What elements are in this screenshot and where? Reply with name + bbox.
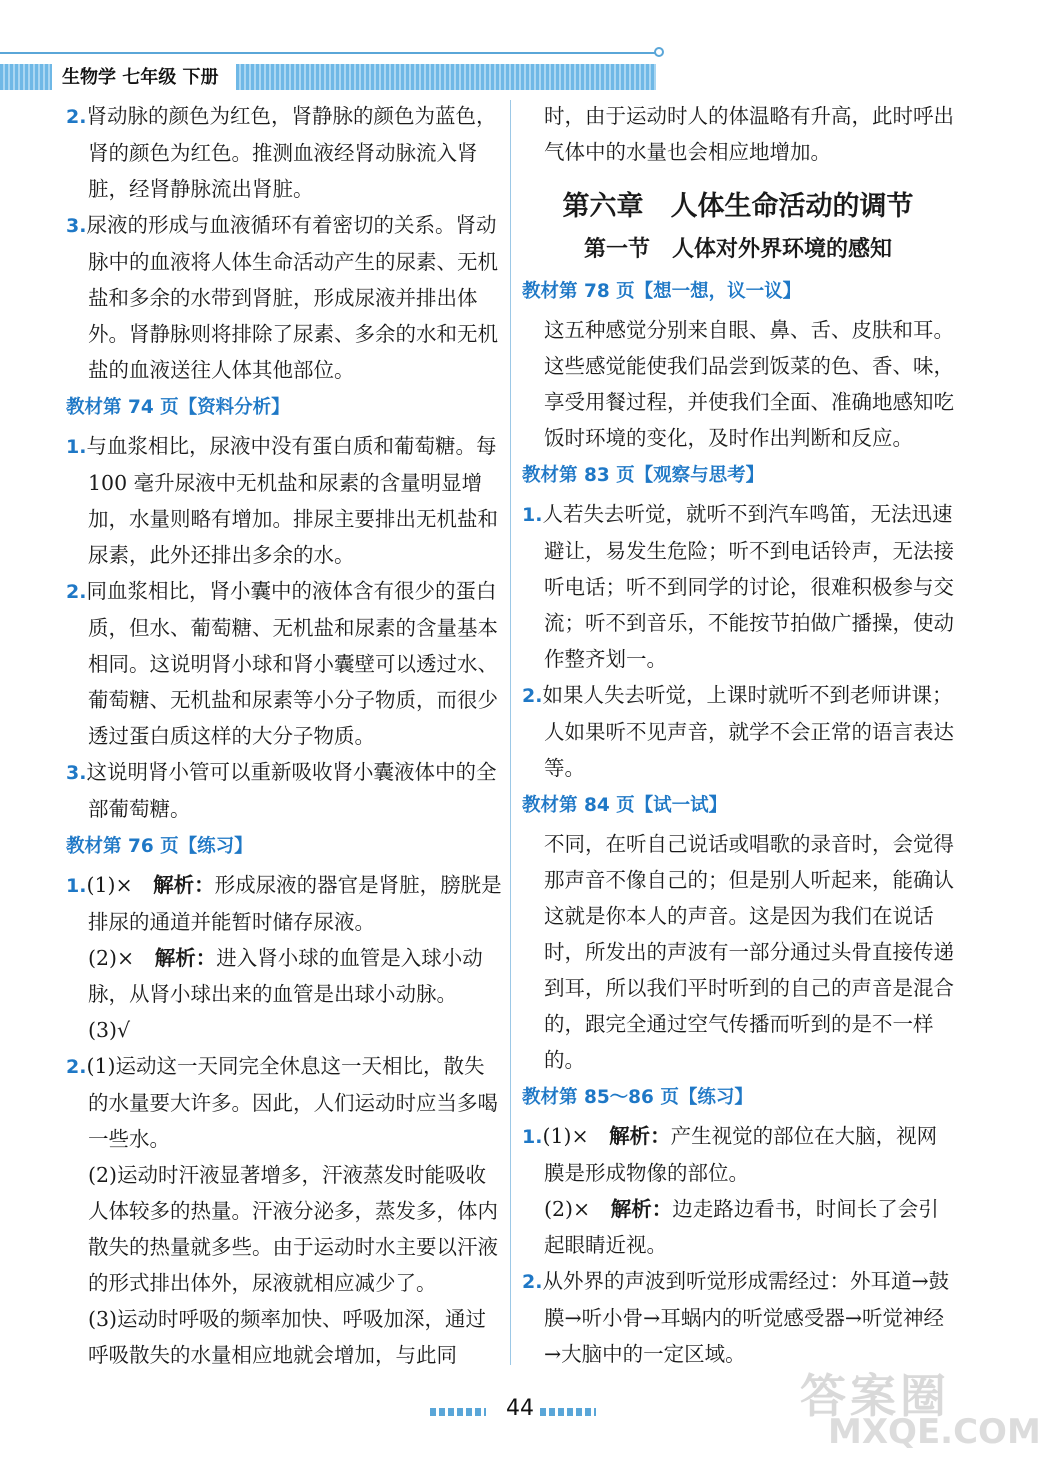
column-divider — [510, 100, 511, 1365]
answer-paragraph: 这五种感觉分别来自眼、鼻、舌、皮肤和耳。这些感觉能使我们品尝到饭菜的色、香、味，享受用餐过程，并使我们全面、准确地感知吃饭时环境的变化，及时作出判断和反应。 — [544, 318, 954, 450]
right-column — [522, 98, 954, 1372]
header-line — [0, 52, 660, 54]
answer-item: 3.这说明肾小管可以重新吸收肾小囊液体中的全部葡萄糖。 — [66, 760, 497, 821]
answer-item: 3.尿液的形成与血液循环有着密切的关系。肾动脉中的血液将人体生命活动产生的尿素、无机盐和多余的水带到肾脏，形成尿液并排出体外。肾静脉则将排除了尿素、多余的水和无机盐的血液送往人体其他部位。 — [66, 213, 498, 382]
answer-paragraph: 不同，在听自己说话或唱歌的录音时，会觉得那声音不像自己的；但是别人听起来，能确认这就是你本人的声音。这是因为我们在说话时，所发出的声波有一部分通过头骨直接传递到耳，所以我们平时听到的自己的声音是混合的，跟完全通过空气传播而听到的是不一样的。 — [544, 832, 954, 1072]
answer-item: 1.与血浆相比，尿液中没有蛋白质和葡萄糖。每 100 毫升尿液中无机盐和尿素的含量明显增加，水量则略有增加。排尿主要排出无机盐和尿素，此外还排出多余的水。 — [66, 434, 498, 567]
answer-item: 1.(1)× 解析：形成尿液的器官是肾脏，膀胱是排尿的通道并能暂时储存尿液。 — [66, 873, 502, 934]
answer-subitem: (2)× 解析：进入肾小球的血管是入球小动脉，从肾小球出来的血管是出球小动脉。 — [88, 946, 483, 1006]
header-title: 生物学 七年级 下册 — [62, 67, 219, 88]
watermark-logo: 答案圈 — [800, 1369, 950, 1423]
continued-text: 时，由于运动时人的体温略有升高，此时呼出气体中的水量也会相应地增加。 — [544, 104, 954, 164]
answer-subitem: (3)运动时呼吸的频率加快、呼吸加深，通过呼吸散失的水量相应地就会增加，与此同 — [88, 1307, 487, 1367]
section-heading: 教材第 85～86 页【练习】 — [522, 1087, 753, 1108]
answer-item: 2.从外界的声波到听觉形成需经过：外耳道→鼓膜→听小骨→耳蜗内的听觉感受器→听觉神经→大脑中的一定区域。 — [522, 1269, 950, 1366]
answer-item: 2.同血浆相比，肾小囊中的液体含有很少的蛋白质，但水、葡萄糖、无机盐和尿素的含量基本相同。这说明肾小球和肾小囊壁可以透过水、葡萄糖、无机盐和尿素等小分子物质，而很少透过蛋白质这样的大分子物质。 — [66, 579, 498, 748]
answer-item: 1.人若失去听觉，就听不到汽车鸣笛，无法迅速避让，易发生危险；听不到电话铃声，无法接听电话；听不到同学的讨论，很难积极参与交流；听不到音乐，不能按节拍做广播操，使动作整齐划一。 — [522, 502, 954, 671]
answer-item: 2.肾动脉的颜色为红色，肾静脉的颜色为蓝色，肾的颜色为红色。推测血液经肾动脉流入肾脏，经肾静脉流出肾脏。 — [66, 104, 497, 201]
page-number: 44 — [506, 1396, 534, 1421]
answer-item: 1.(1)× 解析：产生视觉的部位在大脑，视网膜是形成物像的部位。 — [522, 1124, 938, 1185]
section-heading: 教材第 83 页【观察与思考】 — [522, 465, 765, 486]
chapter-title: 第六章 人体生命活动的调节 — [562, 191, 914, 222]
footer-deco-left — [430, 1408, 486, 1416]
section-title: 第一节 人体对外界环境的感知 — [583, 237, 892, 262]
answer-subitem: (2)运动时汗液显著增多，汗液蒸发时能吸收人体较多的热量。汗液分泌多，蒸发多，体内散失的热量就多些。由于运动时水主要以汗液的形式排出体外，尿液就相应减少了。 — [88, 1163, 498, 1295]
section-heading: 教材第 78 页【想一想，议一议】 — [522, 281, 802, 302]
section-heading: 教材第 84 页【试一试】 — [522, 795, 728, 816]
answer-subitem: (2)× 解析：边走路边看书，时间长了会引起眼睛近视。 — [544, 1197, 939, 1257]
section-heading: 教材第 76 页【练习】 — [66, 836, 253, 857]
header-stripe-left — [0, 64, 52, 90]
answer-subitem: (3)√ — [88, 1018, 131, 1042]
footer-deco-right — [540, 1408, 596, 1416]
answer-item: 2.如果人失去听觉，上课时就听不到老师讲课；人如果听不见声音，就学不会正常的语言表达等。 — [522, 683, 954, 780]
header-dot — [654, 47, 664, 57]
left-column — [66, 98, 502, 1373]
section-heading: 教材第 74 页【资料分析】 — [66, 397, 290, 418]
answer-item: 2.(1)运动这一天同完全休息这一天相比，散失的水量要大许多。因此，人们运动时应当多喝一些水。 — [66, 1054, 498, 1151]
header-stripe-right — [236, 64, 656, 90]
watermark-url: MXQE.COM — [828, 1412, 1041, 1452]
